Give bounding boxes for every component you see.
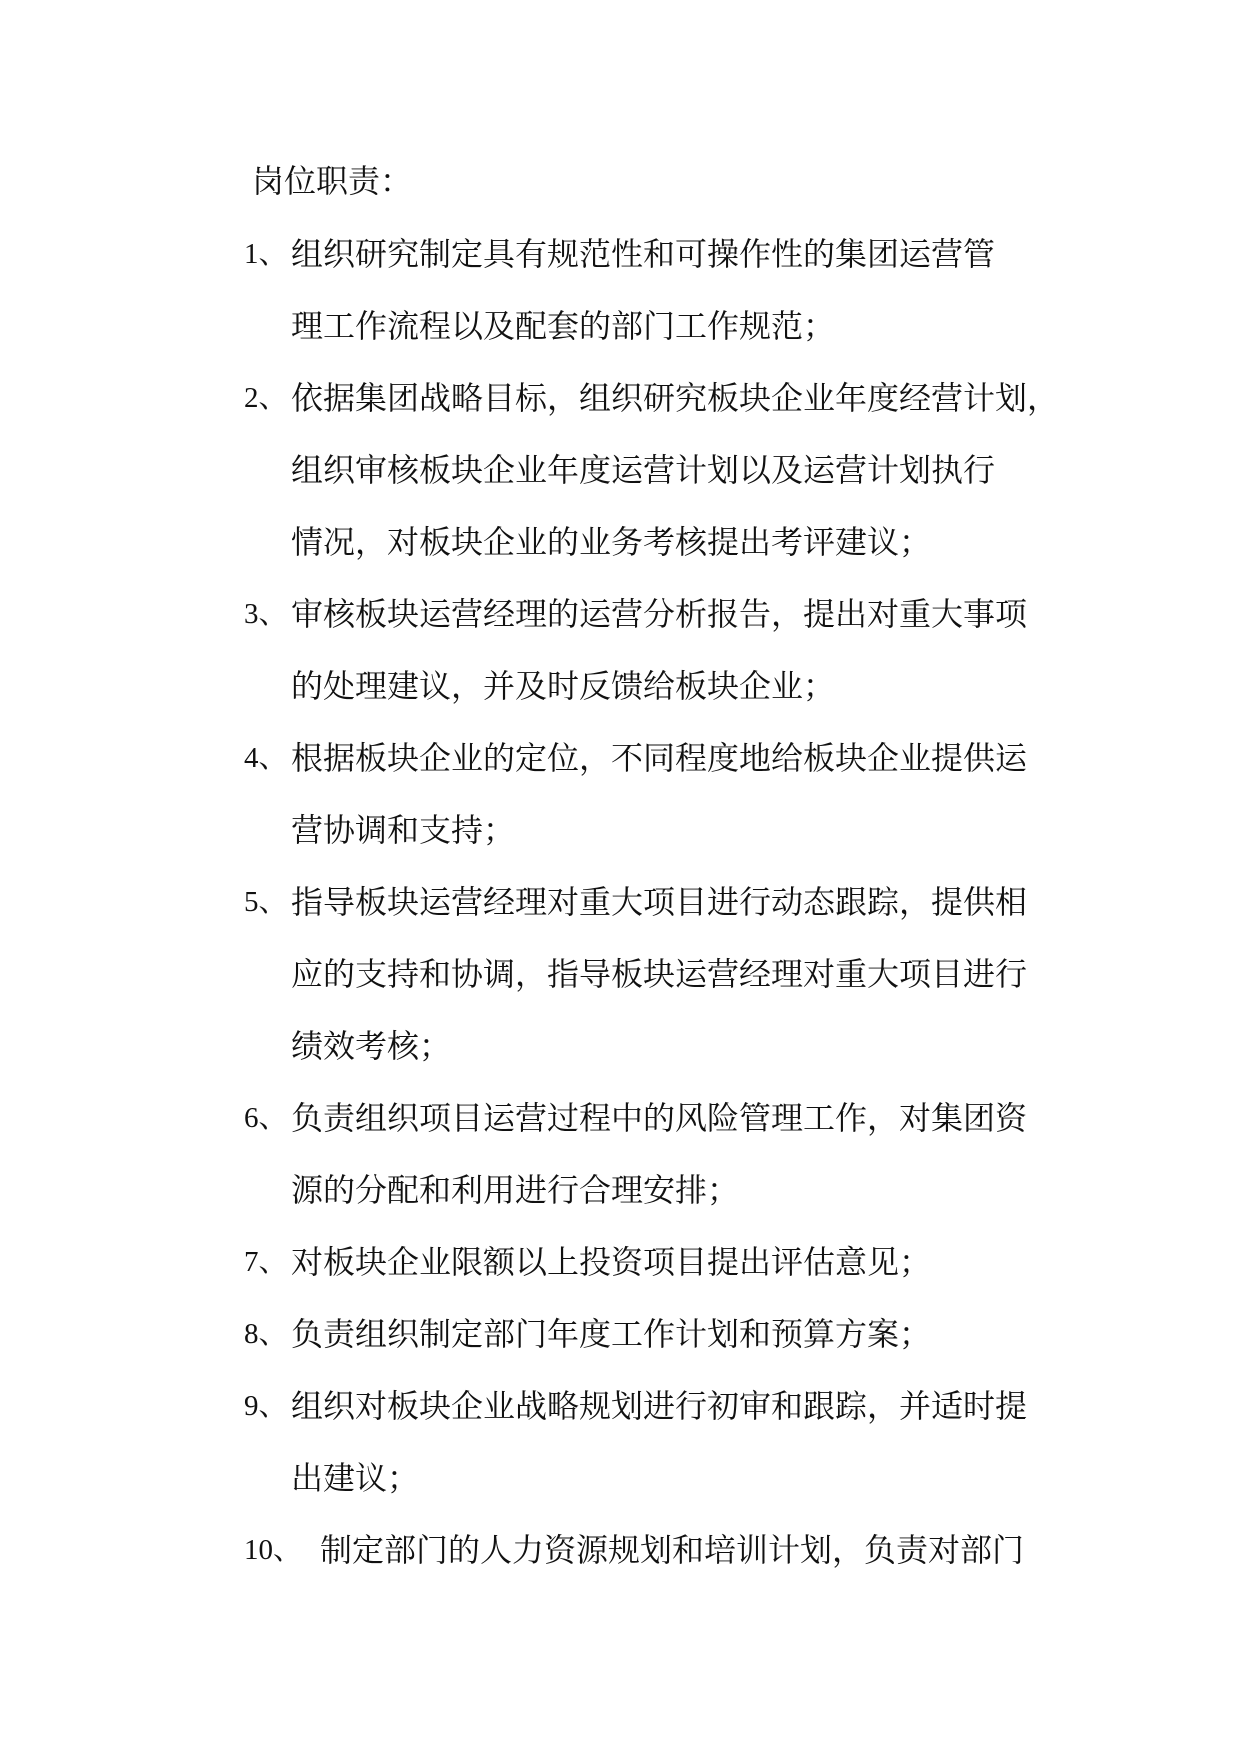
item-text: 绩效考核；: [291, 1027, 452, 1065]
item-text: 负责组织制定部门年度工作计划和预算方案；: [291, 1315, 932, 1353]
item-text: 对板块企业限额以上投资项目提出评估意见；: [291, 1243, 932, 1281]
item-text: 源的分配和利用进行合理安排；: [291, 1171, 740, 1209]
item-number: 7、: [244, 1246, 288, 1278]
item-number: 1、: [244, 238, 288, 270]
item-text: 营协调和支持；: [291, 811, 516, 849]
item-text: 情况，对板块企业的业务考核提出考评建议；: [291, 523, 932, 561]
item-text: 出建议；: [291, 1459, 420, 1497]
section-title: 岗位职责：: [252, 162, 413, 200]
item-text: 组织审核板块企业年度运营计划以及运营计划执行: [291, 451, 996, 489]
item-text: 制定部门的人力资源规划和培训计划，负责对部门: [320, 1531, 1025, 1569]
item-number: 2、: [244, 382, 288, 414]
item-text: 指导板块运营经理对重大项目进行动态跟踪，提供相: [291, 883, 1028, 921]
item-text: 审核板块运营经理的运营分析报告，提出对重大事项: [291, 595, 1028, 633]
item-text: 组织对板块企业战略规划进行初审和跟踪，并适时提: [291, 1387, 1028, 1425]
item-text: 的处理建议，并及时反馈给板块企业；: [291, 667, 836, 705]
item-text: 负责组织项目运营过程中的风险管理工作，对集团资: [291, 1099, 1028, 1137]
item-text: 理工作流程以及配套的部门工作规范；: [291, 307, 836, 345]
item-number: 3、: [244, 598, 288, 630]
item-number: 6、: [244, 1102, 288, 1134]
item-number: 4、: [244, 742, 288, 774]
item-text: 根据板块企业的定位，不同程度地给板块企业提供运: [291, 739, 1028, 777]
item-text: 应的支持和协调，指导板块运营经理对重大项目进行: [291, 955, 1028, 993]
item-text: 依据集团战略目标，组织研究板块企业年度经营计划，: [291, 379, 1060, 417]
item-number: 8、: [244, 1318, 288, 1350]
item-number: 10、: [244, 1534, 303, 1566]
item-number: 5、: [244, 886, 288, 918]
item-number: 9、: [244, 1390, 288, 1422]
item-text: 组织研究制定具有规范性和可操作性的集团运营管: [291, 235, 996, 273]
